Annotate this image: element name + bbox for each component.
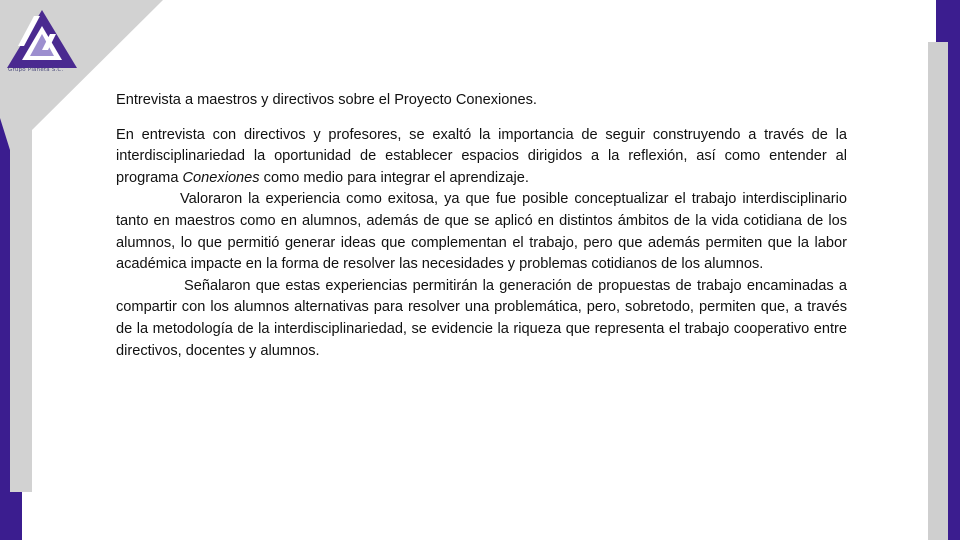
right-purple-bar [936, 0, 960, 42]
paragraph-2: Valoraron la experiencia como exitosa, ya que fue posible conceptualizar el trabajo interdisciplinario tanto en maestros como en alumnos, además de que se aplicó en distintos ámbitos de la vida cotidiana de los alumnos, lo que permitió generar ideas que complementan el trabajo, pero que además permiten que la labor académica impacte en la forma de resolver las necesidades y problemas cotidianos de los alumnos. [116, 191, 847, 273]
paragraph-1-end: como medio para integrar el aprendizaje. [259, 169, 529, 186]
paragraph-1 [116, 125, 847, 190]
logo-caption: Grupo Planeta S.C. [8, 67, 64, 73]
right-gray-panel [928, 42, 948, 540]
paragraph-3: Señalaron que estas experiencias permitirán la generación de propuestas de trabajo encaminadas a compartir con los alumnos alternativas para resolver una problemática, pero, sobretodo, permiten que, a través de la metodología de la interdisciplinariedad, se evidencie la riqueza que representa el trabajo cooperativo entre directivos, docentes y alumnos. [116, 277, 847, 359]
left-purple-bottom [0, 492, 22, 540]
paragraph-1-text: En entrevista con directivos y profesores, se exaltó la importancia de seguir construyendo a través de la interdisciplinariedad la oportunidad de establecer espacios dirigidos a la reflexión, así como entender al programa [116, 126, 847, 186]
document-body [116, 90, 847, 362]
program-name: Conexiones [182, 169, 260, 186]
left-purple-bar [0, 118, 10, 540]
right-purple-edge [948, 42, 960, 540]
document-heading: Entrevista a maestros y directivos sobre el Proyecto Conexiones. [116, 92, 537, 108]
